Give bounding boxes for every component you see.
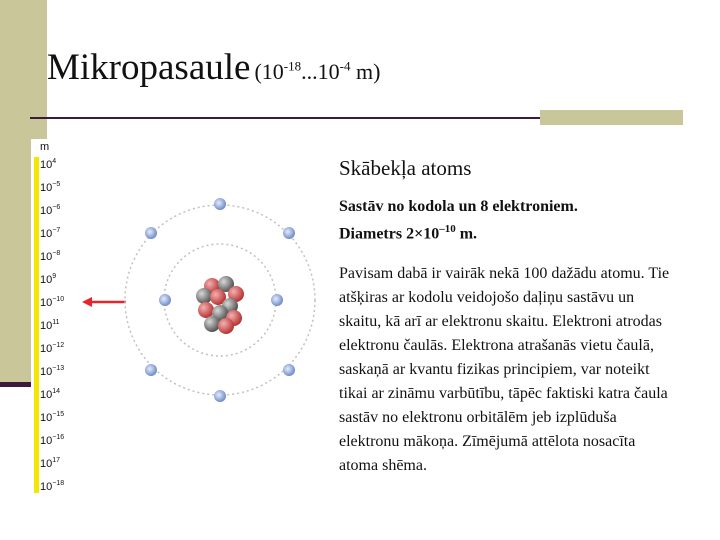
scale-tick-label: $10^{-18}$ — [40, 480, 65, 493]
scale-tick-label: $10^{11}$ — [40, 319, 60, 332]
scale-tick-label: $10^{-10}$ — [40, 296, 65, 309]
atom-subtitle: Skābekļa atoms — [339, 156, 472, 180]
scale-tick-label: $10^{-8}$ — [40, 250, 61, 263]
title-main: Mikropasaule — [47, 47, 251, 88]
title-range: ($10^{-18}...10^{-4}$ m) — [254, 58, 381, 84]
body-paragraph: Pavisam dabā ir vairāk nekā 100 dažādu atomu. Tie atšķiras ar kodolu veidojošo daļiņu sastāvu un skaitu, kā arī ar elektronu skaitu. Elektroni atrodas elektronu čaulās. Elektrona atrašanās vietu čaulā, saskaņā ar kvantu fizikas principiem, var noteikt tikai ar zināmu varbūtību, tāpēc faktiski katra čaula sastāv no elektronu orbitālēm jeb izplūduša elektronu mākoņa. Zīmējumā attēlota nosacīta atoma shēma. — [339, 265, 670, 475]
scale-tick-label: $10^{-7}$ — [40, 227, 61, 240]
scale-tick-label: $10^{14}$ — [40, 388, 61, 401]
electron — [283, 364, 295, 376]
scale-tick-label: $10^{-6}$ — [40, 204, 61, 217]
title-underline — [30, 117, 540, 119]
atom-description: Sastāv no kodola un 8 elektroniem. Diametrs $2\times 10^{-10}$ m. — [339, 198, 578, 243]
scale-tick-label: $10^{-16}$ — [40, 434, 65, 447]
nucleus — [196, 276, 244, 334]
scale-tick-label: $10^{-12}$ — [40, 342, 65, 355]
electron — [145, 227, 157, 239]
content-area — [339, 156, 675, 478]
scale-tick-label: $10^{-5}$ — [40, 181, 61, 194]
scale-tick-label: $10^{-15}$ — [40, 411, 65, 424]
scale-unit: m — [40, 141, 50, 153]
title-underline-accent — [540, 110, 683, 125]
atom-diagram — [120, 180, 320, 420]
electron — [145, 364, 157, 376]
size-scale — [31, 139, 77, 495]
electron — [214, 198, 226, 210]
electron — [283, 227, 295, 239]
scale-bar — [34, 157, 39, 493]
scale-tick-label: $10^{-13}$ — [40, 365, 65, 378]
scale-tick-label: $10^4$ — [40, 158, 57, 171]
electron — [159, 294, 171, 306]
slide-title — [47, 46, 380, 89]
electron — [214, 390, 226, 402]
scale-tick-label: $10^9$ — [40, 273, 57, 286]
scale-tick-label: $10^{17}$ — [40, 457, 61, 470]
electron — [271, 294, 283, 306]
